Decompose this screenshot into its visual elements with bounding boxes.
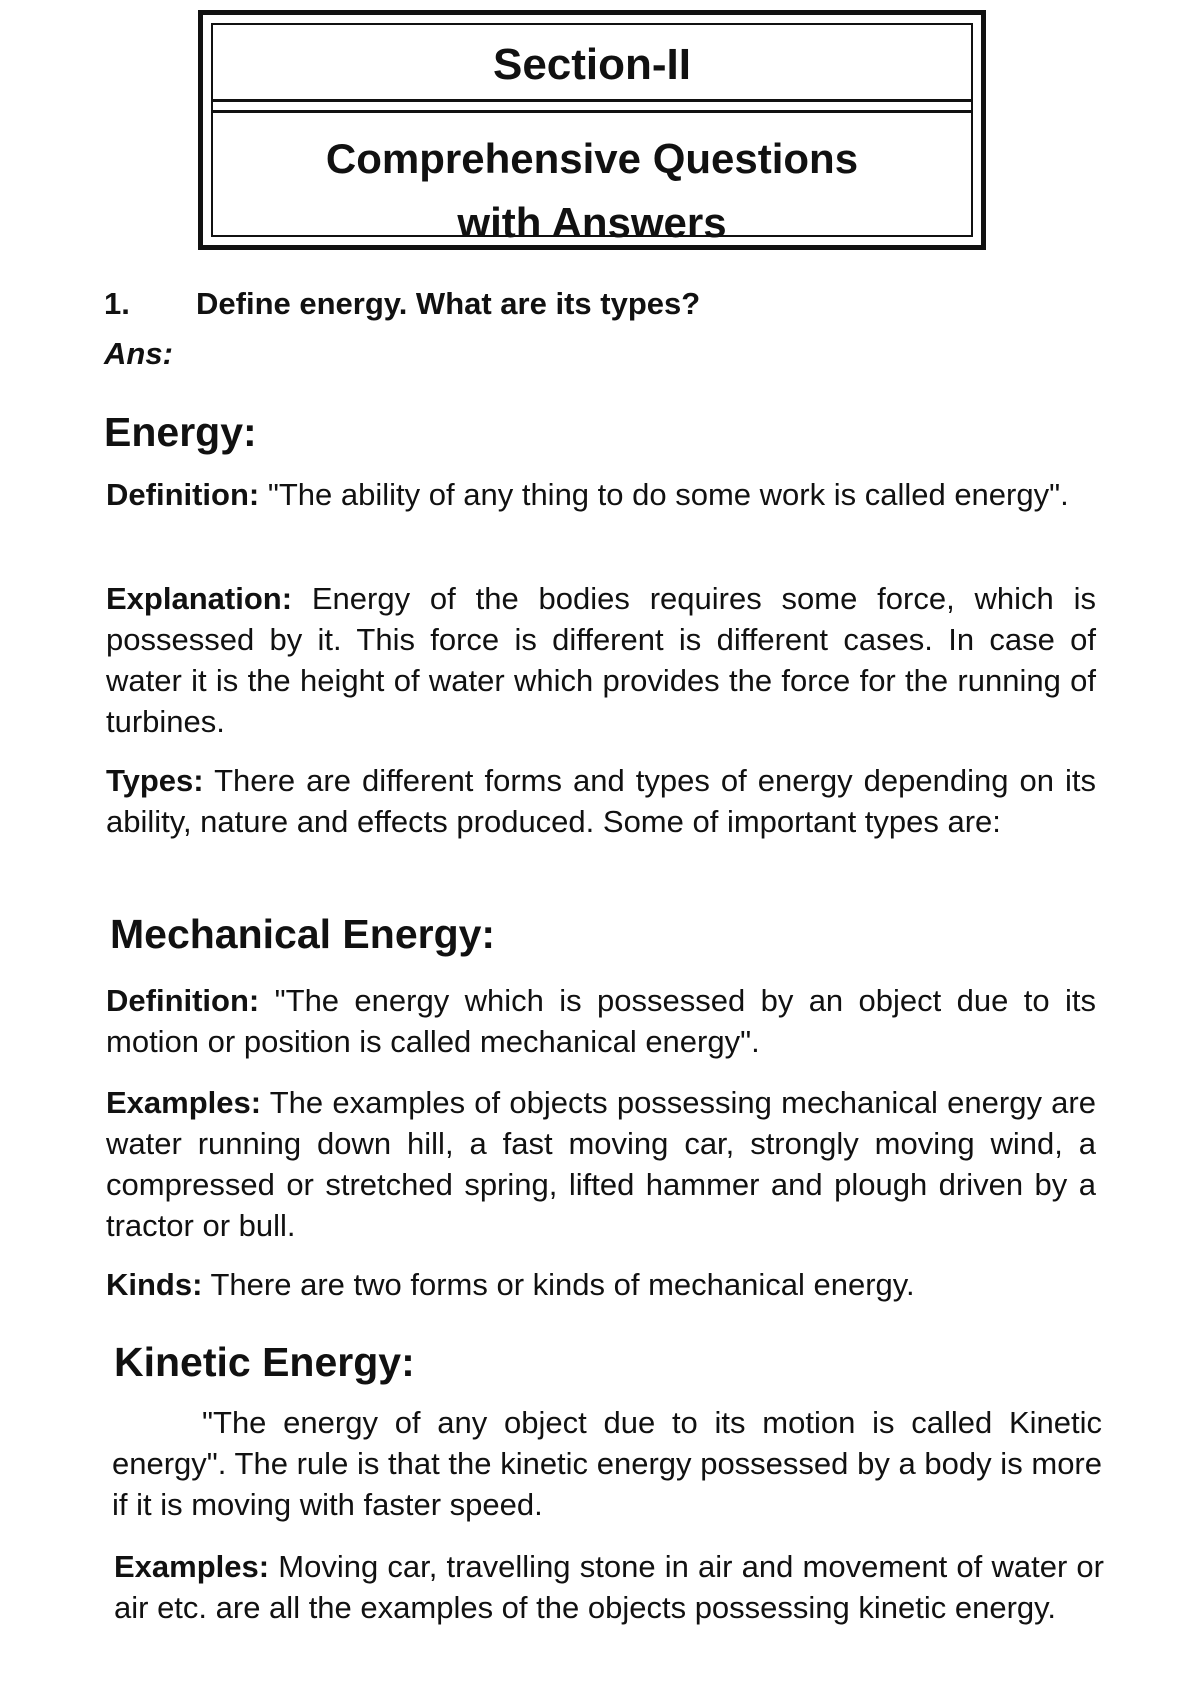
kinetic-definition — [112, 1402, 1102, 1525]
mechanical-kinds — [106, 1264, 1096, 1305]
kinetic-examples-text: Moving car, travelling stone in air and movement of water or air etc. are all the examples of the objects possessing kinetic energy. — [114, 1549, 1104, 1625]
energy-types — [106, 760, 1096, 842]
answer-label: Ans: — [104, 336, 173, 371]
energy-definition-label: Definition: — [106, 477, 260, 512]
energy-definition — [106, 474, 1096, 515]
energy-explanation — [106, 578, 1096, 742]
section-title: Section-II — [492, 40, 692, 89]
mechanical-examples — [106, 1082, 1096, 1246]
energy-explanation-label: Explanation: — [106, 581, 293, 616]
mechanical-definition-text: "The energy which is possessed by an object due to its motion or position is called mechanical energy". — [106, 983, 1096, 1059]
energy-explanation-text: Energy of the bodies requires some force, which is possessed by it. This force is different is different cases. In case of water it is the height of water which provides the force for the running of turbines. — [106, 581, 1096, 739]
mechanical-definition — [106, 980, 1096, 1062]
question-number: 1. — [104, 286, 130, 321]
kinetic-energy-heading: Kinetic Energy: — [114, 1339, 415, 1385]
section-header-box — [198, 10, 986, 250]
mechanical-kinds-text: There are two forms or kinds of mechanical energy. — [202, 1267, 915, 1302]
kinetic-examples-label: Examples: — [114, 1549, 270, 1584]
header-divider — [211, 99, 973, 113]
question-text: Define energy. What are its types? — [196, 286, 701, 321]
mechanical-examples-text: The examples of objects possessing mechanical energy are water running down hill, a fast moving car, strongly moving wind, a compressed or stretched spring, lifted hammer and plough driven by a tractor or bull. — [106, 1085, 1096, 1243]
mechanical-examples-label: Examples: — [106, 1085, 262, 1120]
header-title-line1: Comprehensive Questions — [325, 135, 859, 182]
header-title-line2: with Answers — [457, 199, 727, 246]
mechanical-energy-heading: Mechanical Energy: — [110, 911, 496, 957]
header-title — [203, 127, 981, 255]
energy-definition-text: "The ability of any thing to do some work is called energy". — [259, 477, 1069, 512]
mechanical-kinds-label: Kinds: — [106, 1267, 203, 1302]
energy-heading: Energy: — [104, 409, 257, 455]
energy-types-text: There are different forms and types of energy depending on its ability, nature and effects produced. Some of important types are: — [106, 763, 1096, 839]
kinetic-definition-text: "The energy of any object due to its motion is called Kinetic energy". The rule is that the kinetic energy possessed by a body is more if it is moving with faster speed. — [112, 1405, 1102, 1522]
mechanical-definition-label: Definition: — [106, 983, 260, 1018]
question-line — [104, 284, 700, 324]
energy-types-label: Types: — [106, 763, 204, 798]
kinetic-examples — [114, 1546, 1104, 1628]
